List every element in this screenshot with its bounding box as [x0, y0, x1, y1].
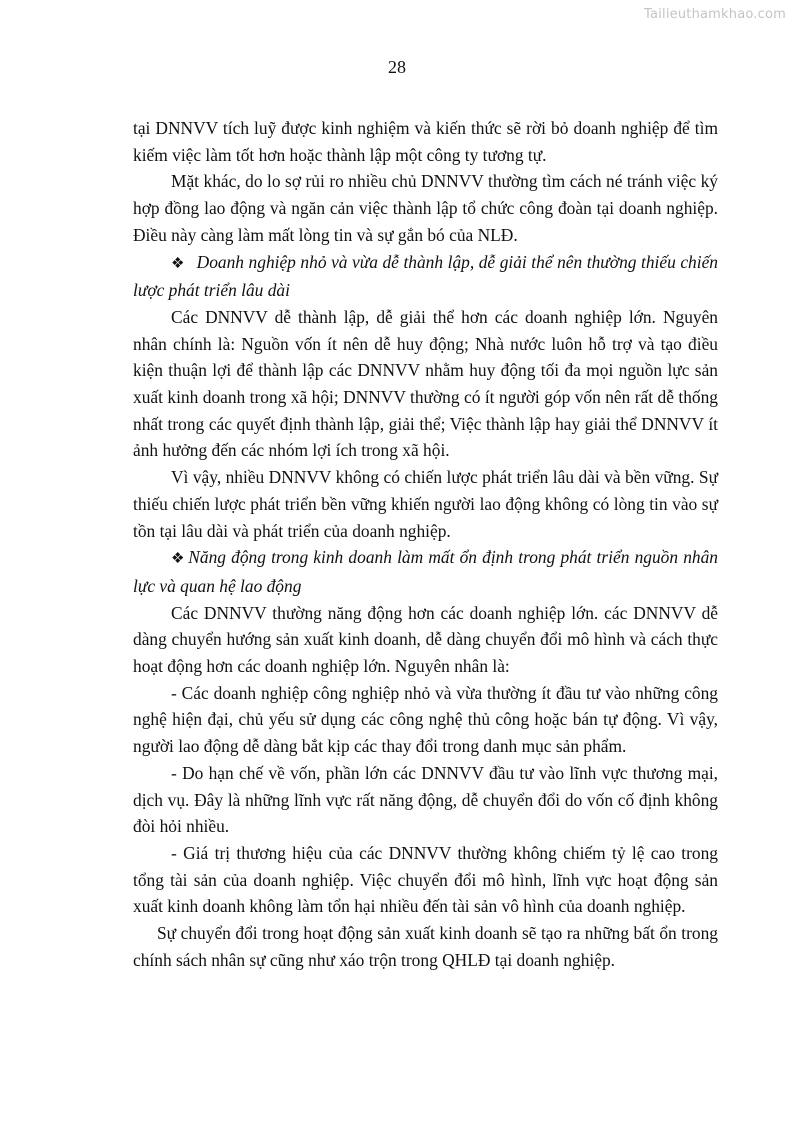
dash-item-3: - Giá trị thương hiệu của các DNNVV thường không chiếm tỷ lệ cao trong tổng tài sản của doanh nghiệp. Việc chuyển đổi mô hình, lĩnh vực hoạt động sản xuất kinh doanh không làm tổn hại nhiều đến tài sản vô hình của doanh nghiệp. [133, 842, 718, 917]
paragraph-5: Các DNNVV thường năng động hơn các doanh nghiệp lớn. các DNNVV dễ dàng chuyển hướng sản xuất kinh doanh, dễ dàng chuyển đổi mô hình và cách thực hoạt động hơn các doanh nghiệp lớn. Nguyên nhân là: [133, 602, 718, 677]
section-heading-2-text: Năng động trong kinh doanh làm mất ổn định trong phát triển nguồn nhân lực và quan hệ lao động [133, 547, 719, 596]
diamond-bullet-icon: ❖ [171, 255, 185, 272]
page-number: 28 [388, 57, 406, 77]
section-heading-1-text: Doanh nghiệp nhỏ và vừa dễ thành lập, dễ giải thể nên thường thiếu chiến lược phát triển lâu dài [133, 251, 718, 301]
diamond-bullet-icon: ❖ [171, 551, 186, 568]
section-heading-1 [133, 249, 718, 304]
dash-item-2: - Do hạn chế về vốn, phần lớn các DNNVV đầu tư vào lĩnh vực thương mại, dịch vụ. Đây là những lĩnh vực rất năng động, dễ chuyển đổi do vốn cố định không đòi hỏi nhiều. [133, 762, 718, 837]
section-heading-2 [133, 544, 718, 599]
paragraph-4: Vì vậy, nhiều DNNVV không có chiến lược phát triển lâu dài và bền vững. Sự thiếu chiến lược phát triển bền vững khiến người lao động không có lòng tin vào sự tồn tại lâu dài và phát triển của doanh nghiệp. [133, 467, 718, 541]
paragraph-6: Sự chuyển đổi trong hoạt động sản xuất kinh doanh sẽ tạo ra những bất ổn trong chính sách nhân sự cũng như xáo trộn trong QHLĐ tại doanh nghiệp. [133, 923, 718, 970]
dash-item-1: - Các doanh nghiệp công nghiệp nhỏ và vừa thường ít đầu tư vào những công nghệ hiện đại, chủ yếu sử dụng các công nghệ thủ công hoặc bán tự động. Vì vậy, người lao động dễ dàng bắt kịp các thay đổi trong danh mục sản phẩm. [133, 682, 718, 757]
paragraph-1: tại DNNVV tích luỹ được kinh nghiệm và kiến thức sẽ rời bỏ doanh nghiệp để tìm kiếm việc làm tốt hơn hoặc thành lập một công ty tương tự. [133, 118, 718, 165]
paragraph-3: Các DNNVV dễ thành lập, dễ giải thể hơn các doanh nghiệp lớn. Nguyên nhân chính là: Nguồn vốn ít nên dễ huy động; Nhà nước luôn hỗ trợ và tạo điều kiện thuận lợi để thành lập các DNNVV nhằm huy động tối đa mọi nguồn lực sản xuất kinh doanh trong xã hội; DNNVV thường có ít người góp vốn nên rất dễ thống nhất trong các quyết định thành lập, giải thể; Việc thành lập hay giải thể DNNVV ít ảnh hưởng đến các nhóm lợi ích trong xã hội. [133, 306, 718, 461]
watermark: Tailieuthamkhao.com [644, 7, 786, 22]
paragraph-2: Mặt khác, do lo sợ rủi ro nhiều chủ DNNVV thường tìm cách né tránh việc ký hợp đồng lao động và ngăn cản việc thành lập tổ chức công đoàn tại doanh nghiệp. Điều này càng làm mất lòng tin và sự gắn bó của NLĐ. [133, 171, 718, 245]
document-body [133, 115, 718, 974]
